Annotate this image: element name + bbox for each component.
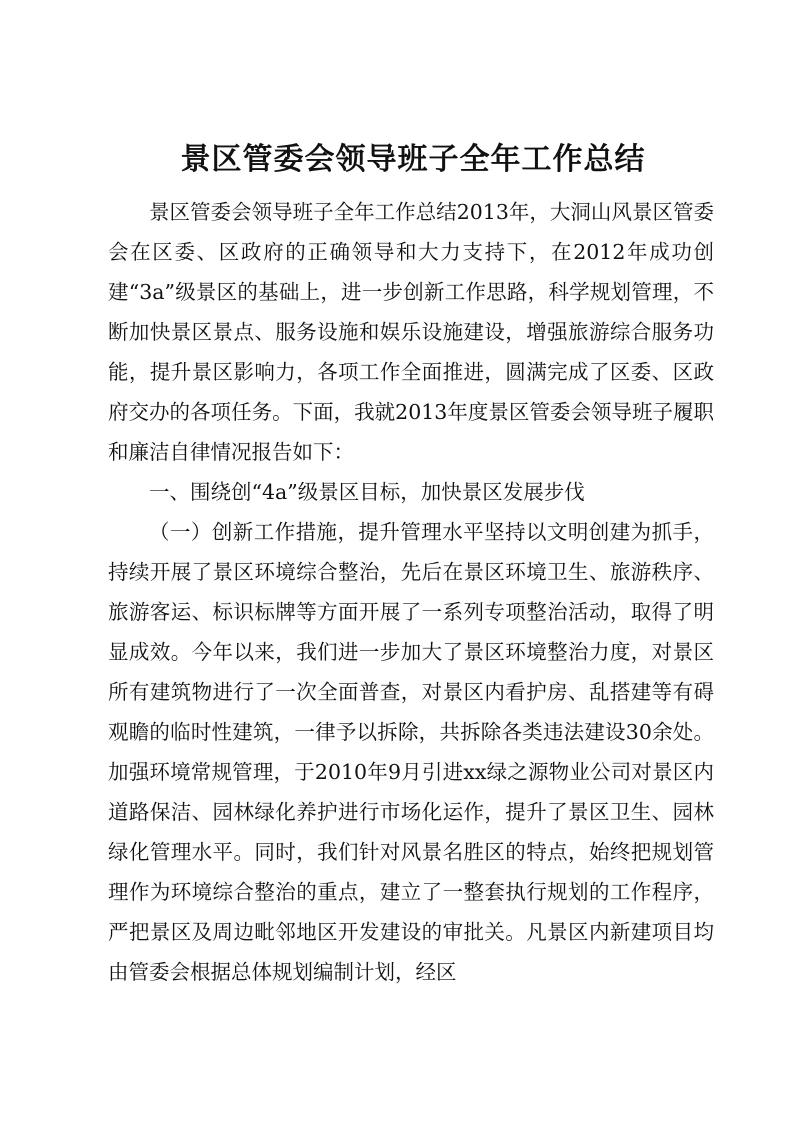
document-title: 景区管委会领导班子全年工作总结 — [180, 142, 646, 177]
paragraph-intro: 景区管委会领导班子全年工作总结2013年，大洞山风景区管委会在区委、区政府的正确领导和大力支持下，在2012年成功创建“3a”级景区的基础上，进一步创新工作思路，科学规划管理，不断加快景区景点、服务设施和娱乐设施建设，增强旅游综合服务功能，提升景区影响力，各项工作全面推进，圆满完成了区委、区政府交办的各项任务。下面，我就2013年度景区管委会领导班子履职和廉洁自律情况报告如下： — [108, 200, 714, 464]
document-page — [108, 140, 714, 992]
section-heading-1: 一、围绕创“4a”级景区目标，加快景区发展步伐 — [149, 480, 585, 504]
document-body — [108, 192, 714, 992]
paragraph-section-1-1: （一）创新工作措施，提升管理水平坚持以文明创建为抓手，持续开展了景区环境综合整治，先后在景区环境卫生、旅游秩序、旅游客运、标识标牌等方面开展了一系列专项整治活动，取得了明显成效。今年以来，我们进一步加大了景区环境整治力度，对景区所有建筑物进行了一次全面普查，对景区内看护房、乱搭建等有碍观瞻的临时性建筑，一律予以拆除，共拆除各类违法建设30余处。加强环境常规管理，于2010年9月引进xx绿之源物业公司对景区内道路保洁、园林绿化养护进行市场化运作，提升了景区卫生、园林绿化管理水平。同时，我们针对风景名胜区的特点，始终把规划管理作为环境综合整治的重点，建立了一整套执行规划的工作程序，严把景区及周边毗邻地区开发建设的审批关。凡景区内新建项目均由管委会根据总体规划编制计划，经区 — [108, 520, 714, 984]
